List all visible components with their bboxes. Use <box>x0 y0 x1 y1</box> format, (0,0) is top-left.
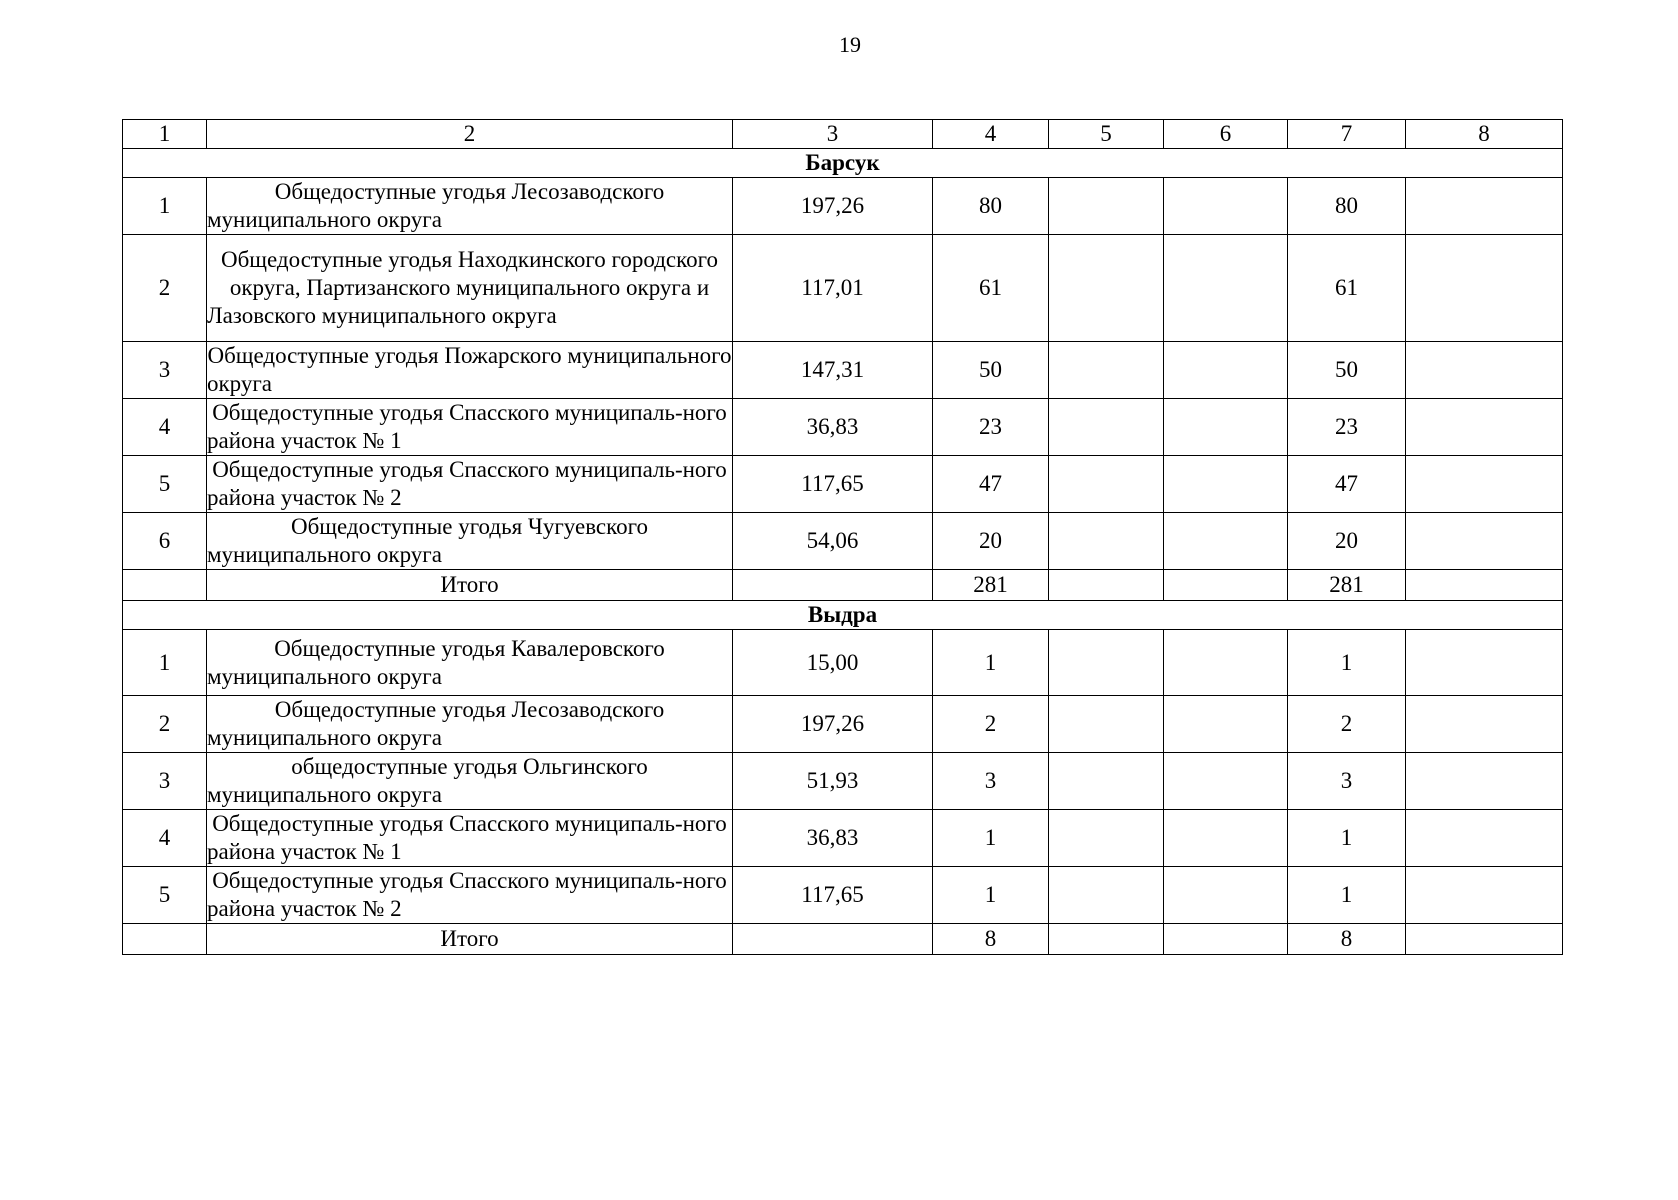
area-value: 197,26 <box>733 696 933 753</box>
header-cell: 2 <box>207 120 733 149</box>
col8-cell <box>1406 235 1563 342</box>
col8-cell <box>1406 456 1563 513</box>
section-title: Барсук <box>123 149 1563 178</box>
total-empty <box>733 570 933 601</box>
total-col4: 8 <box>933 924 1049 955</box>
quota-col7: 23 <box>1288 399 1406 456</box>
row-number: 1 <box>123 178 207 235</box>
header-cell: 4 <box>933 120 1049 149</box>
hunting-ground-name: Общедоступные угодья Спасского муниципаль-ного района участок № 1 <box>207 810 733 867</box>
area-value: 117,01 <box>733 235 933 342</box>
area-value: 197,26 <box>733 178 933 235</box>
col8-cell <box>1406 399 1563 456</box>
table-row <box>123 753 1563 810</box>
col6-cell <box>1164 867 1288 924</box>
quota-col7: 61 <box>1288 235 1406 342</box>
quota-col4: 50 <box>933 342 1049 399</box>
quota-col4: 2 <box>933 696 1049 753</box>
section-title-row <box>123 149 1563 178</box>
table-row <box>123 456 1563 513</box>
col6-cell <box>1164 399 1288 456</box>
table-row <box>123 235 1563 342</box>
col5-cell <box>1049 513 1164 570</box>
table-row <box>123 810 1563 867</box>
quota-col4: 20 <box>933 513 1049 570</box>
hunting-ground-name: Общедоступные угодья Лесозаводского муниципального округа <box>207 178 733 235</box>
col6-cell <box>1164 235 1288 342</box>
hunting-ground-name: Общедоступные угодья Чугуевского муниципального округа <box>207 513 733 570</box>
area-value: 117,65 <box>733 867 933 924</box>
table-row <box>123 342 1563 399</box>
header-cell: 5 <box>1049 120 1164 149</box>
area-value: 147,31 <box>733 342 933 399</box>
quota-col4: 61 <box>933 235 1049 342</box>
row-number: 6 <box>123 513 207 570</box>
quota-col4: 1 <box>933 810 1049 867</box>
total-col7: 281 <box>1288 570 1406 601</box>
hunting-ground-name: Общедоступные угодья Спасского муниципаль-ного района участок № 1 <box>207 399 733 456</box>
quota-col4: 1 <box>933 867 1049 924</box>
col5-cell <box>1049 178 1164 235</box>
col5-cell <box>1049 399 1164 456</box>
area-value: 36,83 <box>733 399 933 456</box>
quota-col7: 1 <box>1288 630 1406 696</box>
header-row <box>123 120 1563 149</box>
total-empty <box>1406 924 1563 955</box>
total-col4: 281 <box>933 570 1049 601</box>
hunting-ground-name: Общедоступные угодья Лесозаводского муниципального округа <box>207 696 733 753</box>
col8-cell <box>1406 810 1563 867</box>
col8-cell <box>1406 342 1563 399</box>
col8-cell <box>1406 867 1563 924</box>
col5-cell <box>1049 696 1164 753</box>
quota-col4: 47 <box>933 456 1049 513</box>
hunting-ground-name: Общедоступные угодья Кавалеровского муниципального округа <box>207 630 733 696</box>
row-number: 5 <box>123 867 207 924</box>
quota-col4: 23 <box>933 399 1049 456</box>
hunting-ground-name: Общедоступные угодья Спасского муниципаль-ного района участок № 2 <box>207 867 733 924</box>
total-row <box>123 570 1563 601</box>
total-empty <box>1049 570 1164 601</box>
col5-cell <box>1049 235 1164 342</box>
page-number: 19 <box>839 32 861 57</box>
col6-cell <box>1164 513 1288 570</box>
col5-cell <box>1049 867 1164 924</box>
quota-col7: 47 <box>1288 456 1406 513</box>
total-empty <box>1049 924 1164 955</box>
total-label: Итого <box>207 570 733 601</box>
quota-col4: 80 <box>933 178 1049 235</box>
row-number: 2 <box>123 235 207 342</box>
col8-cell <box>1406 630 1563 696</box>
quota-col7: 2 <box>1288 696 1406 753</box>
quota-col4: 3 <box>933 753 1049 810</box>
table-row <box>123 513 1563 570</box>
col5-cell <box>1049 342 1164 399</box>
col5-cell <box>1049 810 1164 867</box>
header-cell: 7 <box>1288 120 1406 149</box>
total-label: Итого <box>207 924 733 955</box>
table-row <box>123 867 1563 924</box>
table-body <box>123 120 1563 955</box>
area-value: 36,83 <box>733 810 933 867</box>
quota-col7: 20 <box>1288 513 1406 570</box>
col6-cell <box>1164 630 1288 696</box>
row-number: 3 <box>123 753 207 810</box>
area-value: 51,93 <box>733 753 933 810</box>
col5-cell <box>1049 456 1164 513</box>
section-title-row <box>123 601 1563 630</box>
area-value: 117,65 <box>733 456 933 513</box>
quota-col7: 50 <box>1288 342 1406 399</box>
table-row <box>123 399 1563 456</box>
hunting-ground-name: общедоступные угодья Ольгинского муниципального округа <box>207 753 733 810</box>
total-empty <box>1164 570 1288 601</box>
col6-cell <box>1164 456 1288 513</box>
quota-col4: 1 <box>933 630 1049 696</box>
col5-cell <box>1049 630 1164 696</box>
quota-col7: 80 <box>1288 178 1406 235</box>
area-value: 54,06 <box>733 513 933 570</box>
header-cell: 8 <box>1406 120 1563 149</box>
hunting-ground-name: Общедоступные угодья Находкинского городского округа, Партизанского муниципального округа и Лазовского муниципального округа <box>207 235 733 342</box>
col5-cell <box>1049 753 1164 810</box>
row-number: 3 <box>123 342 207 399</box>
total-empty <box>123 924 207 955</box>
col8-cell <box>1406 178 1563 235</box>
col6-cell <box>1164 178 1288 235</box>
row-number: 1 <box>123 630 207 696</box>
quota-table <box>122 119 1563 955</box>
header-cell: 6 <box>1164 120 1288 149</box>
col6-cell <box>1164 810 1288 867</box>
col6-cell <box>1164 696 1288 753</box>
col8-cell <box>1406 696 1563 753</box>
row-number: 4 <box>123 810 207 867</box>
hunting-ground-name: Общедоступные угодья Пожарского муниципального округа <box>207 342 733 399</box>
total-empty <box>123 570 207 601</box>
table-row <box>123 630 1563 696</box>
col8-cell <box>1406 753 1563 810</box>
quota-col7: 1 <box>1288 810 1406 867</box>
row-number: 2 <box>123 696 207 753</box>
section-title: Выдра <box>123 601 1563 630</box>
total-empty <box>1164 924 1288 955</box>
table-row <box>123 178 1563 235</box>
col6-cell <box>1164 342 1288 399</box>
total-col7: 8 <box>1288 924 1406 955</box>
total-empty <box>733 924 933 955</box>
area-value: 15,00 <box>733 630 933 696</box>
row-number: 5 <box>123 456 207 513</box>
quota-col7: 3 <box>1288 753 1406 810</box>
col6-cell <box>1164 753 1288 810</box>
total-empty <box>1406 570 1563 601</box>
row-number: 4 <box>123 399 207 456</box>
table-row <box>123 696 1563 753</box>
quota-col7: 1 <box>1288 867 1406 924</box>
header-cell: 3 <box>733 120 933 149</box>
total-row <box>123 924 1563 955</box>
col8-cell <box>1406 513 1563 570</box>
hunting-ground-name: Общедоступные угодья Спасского муниципаль-ного района участок № 2 <box>207 456 733 513</box>
header-cell: 1 <box>123 120 207 149</box>
